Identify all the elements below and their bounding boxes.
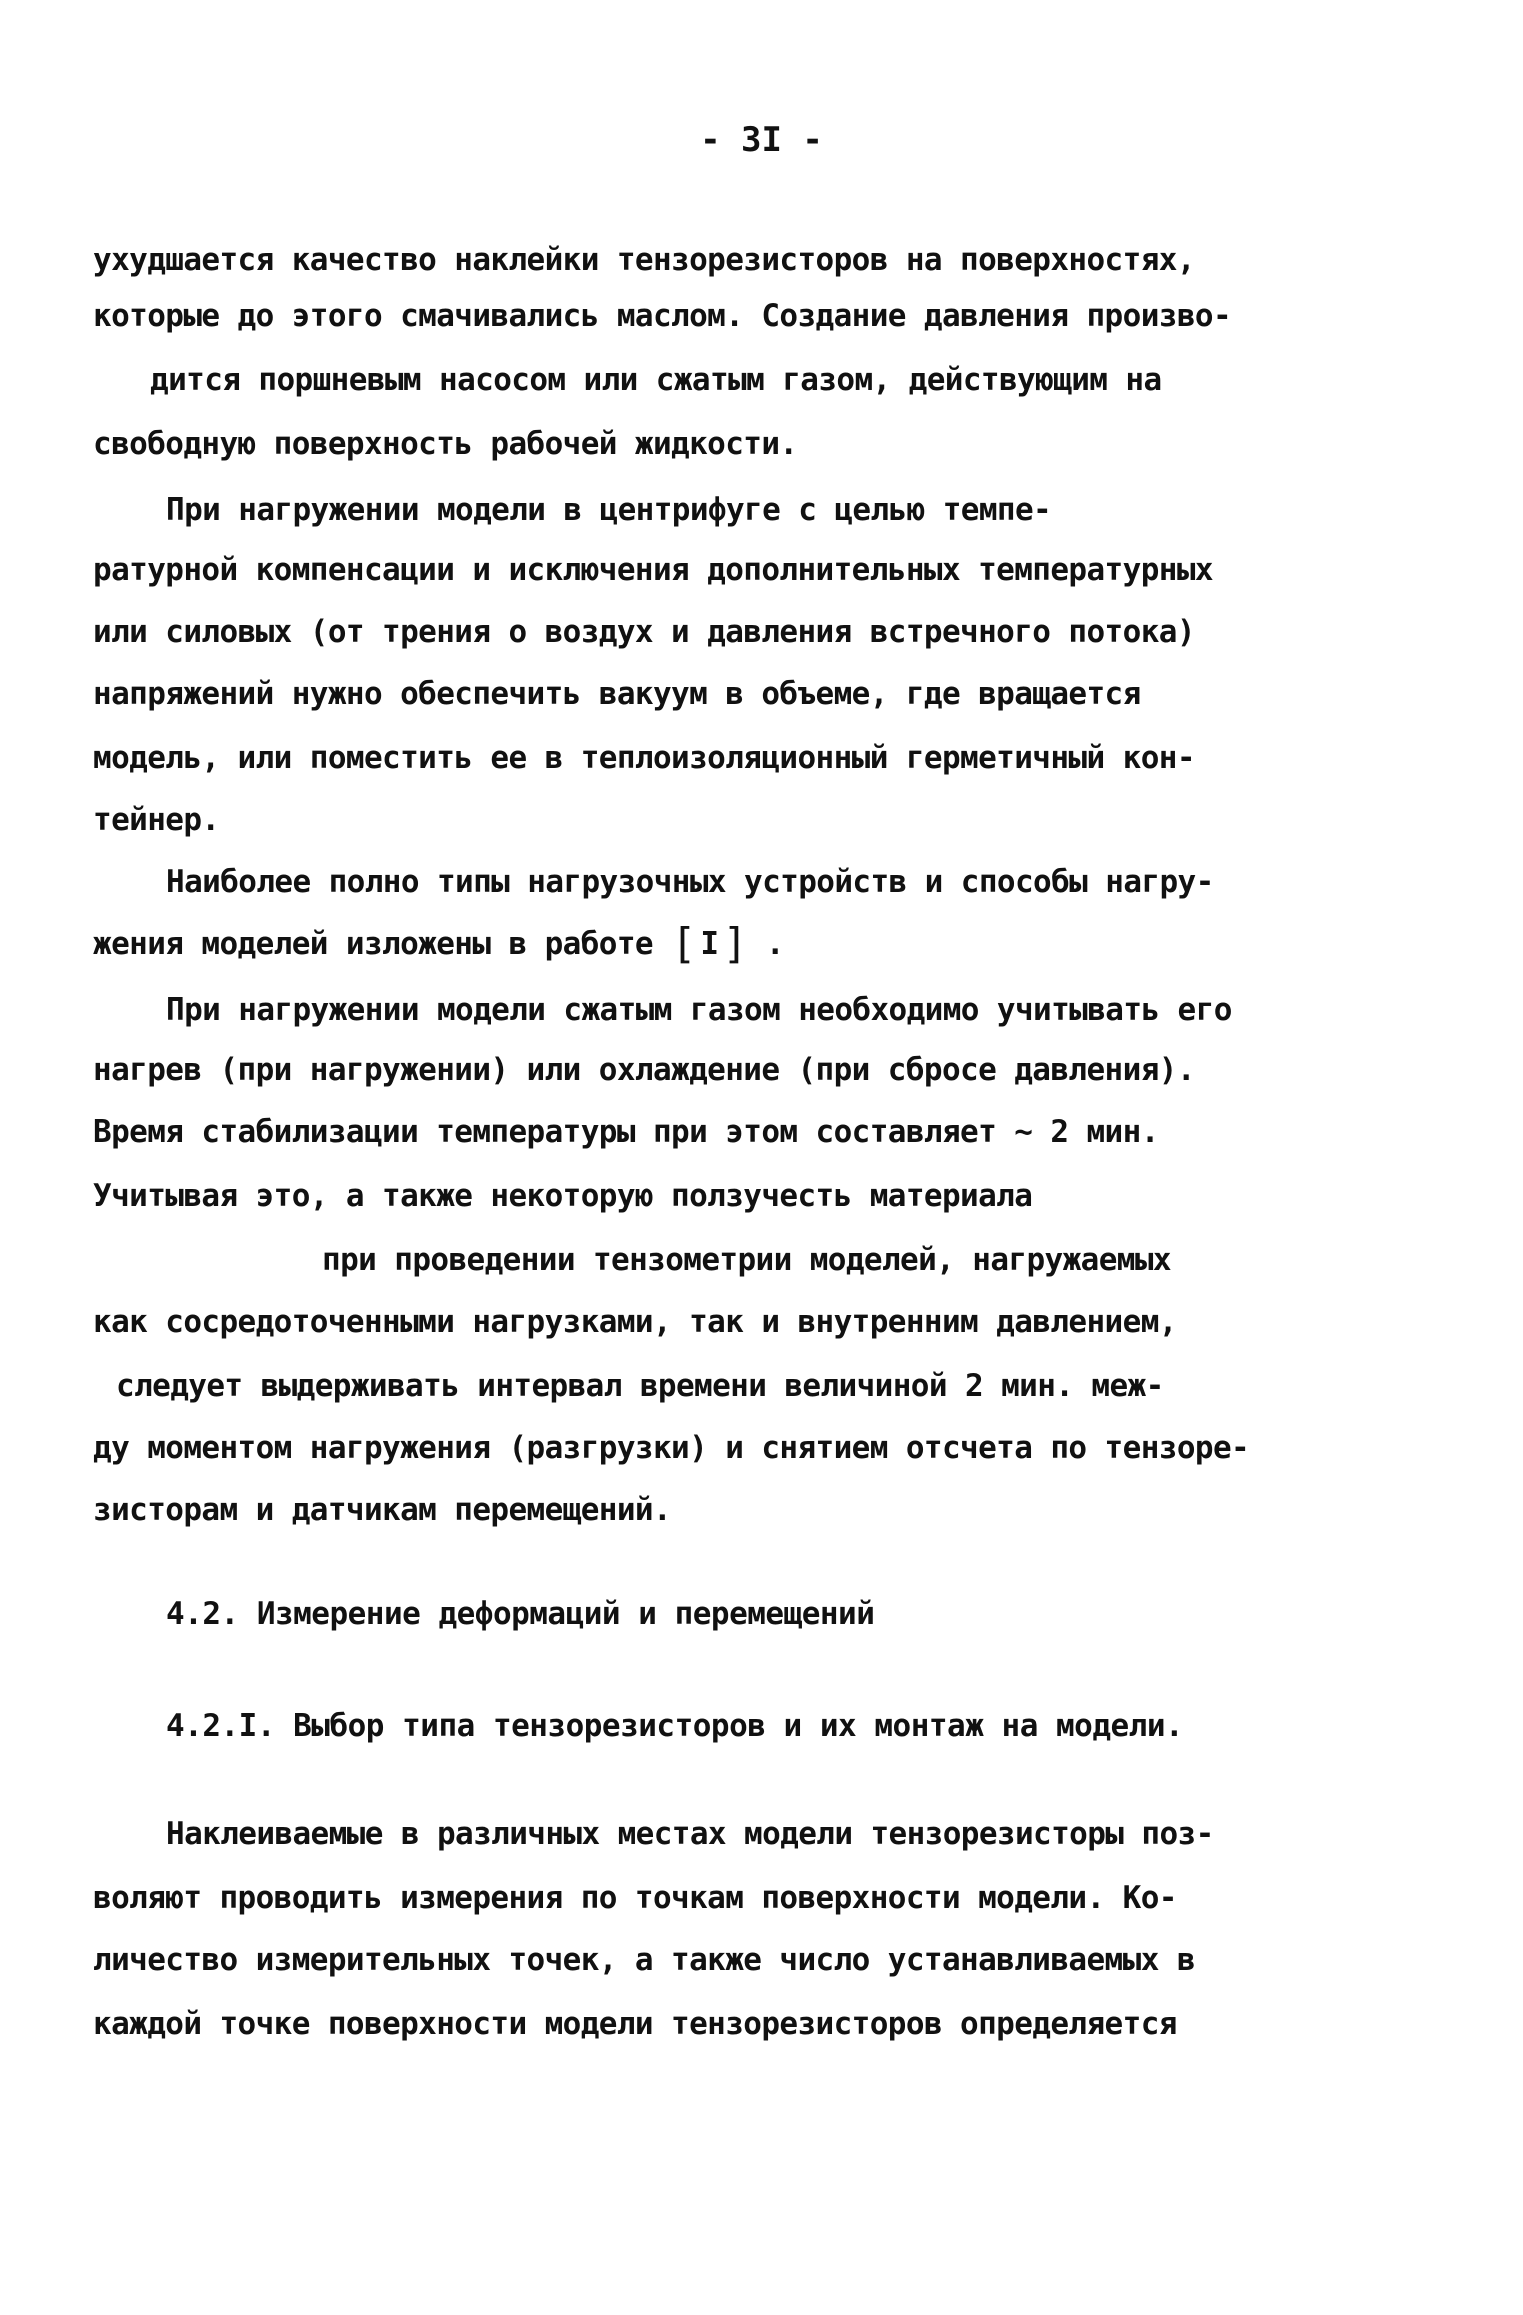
- paragraph-1-line-4: свободную поверхность рабочей жидкости.: [93, 426, 798, 462]
- page-number: - 3I -: [700, 120, 823, 160]
- paragraph-2-line-5: модель, или поместить ее в теплоизоляционный герметичный кон-: [93, 740, 1195, 776]
- paragraph-4-line-5: при проведении тензометрии моделей, нагружаемых: [322, 1242, 1171, 1278]
- paragraph-5-line-3: личество измерительных точек, а также число устанавливаемых в: [93, 1942, 1195, 1978]
- paragraph-2-line-2: ратурной компенсации и исключения дополнительных температурных: [93, 552, 1213, 588]
- paragraph-3-line-2-end: .: [765, 926, 784, 962]
- paragraph-5-line-4: каждой точке поверхности модели тензорезисторов определяется: [93, 2006, 1177, 2042]
- paragraph-4-line-6: как сосредоточенными нагрузками, так и внутренним давлением,: [93, 1304, 1177, 1340]
- paragraph-1-line-3: дится поршневым насосом или сжатым газом, действующим на: [150, 362, 1162, 398]
- paragraph-4-line-8: ду моментом нагружения (разгрузки) и снятием отсчета по тензоре-: [93, 1430, 1250, 1466]
- paragraph-5-line-1: Наклеиваемые в различных местах модели тензорезисторы поз-: [166, 1816, 1214, 1852]
- paragraph-1-line-1: ухудшается качество наклейки тензорезисторов на поверхностях,: [93, 242, 1195, 278]
- paragraph-4-line-3: Время стабилизации температуры при этом составляет ~ 2 мин.: [93, 1114, 1159, 1150]
- paragraph-2-line-4: напряжений нужно обеспечить вакуум в объеме, где вращается: [93, 676, 1141, 712]
- paragraph-3-line-1: Наиболее полно типы нагрузочных устройств и способы нагру-: [166, 864, 1214, 900]
- reference-open-bracket: [: [671, 919, 697, 968]
- subsection-heading: 4.2.I. Выбор типа тензорезисторов и их монтаж на модели.: [166, 1708, 1184, 1744]
- paragraph-4-line-1: При нагружении модели сжатым газом необходимо учитывать его: [166, 992, 1232, 1028]
- section-heading: 4.2. Измерение деформаций и перемещений: [166, 1596, 875, 1632]
- reference-close-bracket: ]: [722, 919, 748, 968]
- reference-number: I: [700, 926, 719, 962]
- paragraph-4-line-4: Учитывая это, а также некоторую ползучесть материала: [93, 1178, 1033, 1214]
- paragraph-3-line-2-text: жения моделей изложены в работе: [93, 926, 653, 962]
- paragraph-1-line-2: которые до этого смачивались маслом. Создание давления произво-: [93, 298, 1232, 334]
- paragraph-2-line-3: или силовых (от трения о воздух и давления встречного потока): [93, 614, 1195, 650]
- paragraph-5-line-2: воляют проводить измерения по точкам поверхности модели. Ко-: [93, 1880, 1177, 1916]
- paragraph-2-line-1: При нагружении модели в центрифуге с целью темпе-: [166, 492, 1052, 528]
- paragraph-2-line-6: тейнер.: [93, 802, 220, 838]
- paragraph-3-line-2: [93, 919, 784, 968]
- paragraph-4-line-2: нагрев (при нагружении) или охлаждение (при сбросе давления).: [93, 1052, 1195, 1088]
- paragraph-4-line-9: зисторам и датчикам перемещений.: [93, 1492, 672, 1528]
- paragraph-4-line-7: следует выдерживать интервал времени величиной 2 мин. меж-: [116, 1368, 1164, 1404]
